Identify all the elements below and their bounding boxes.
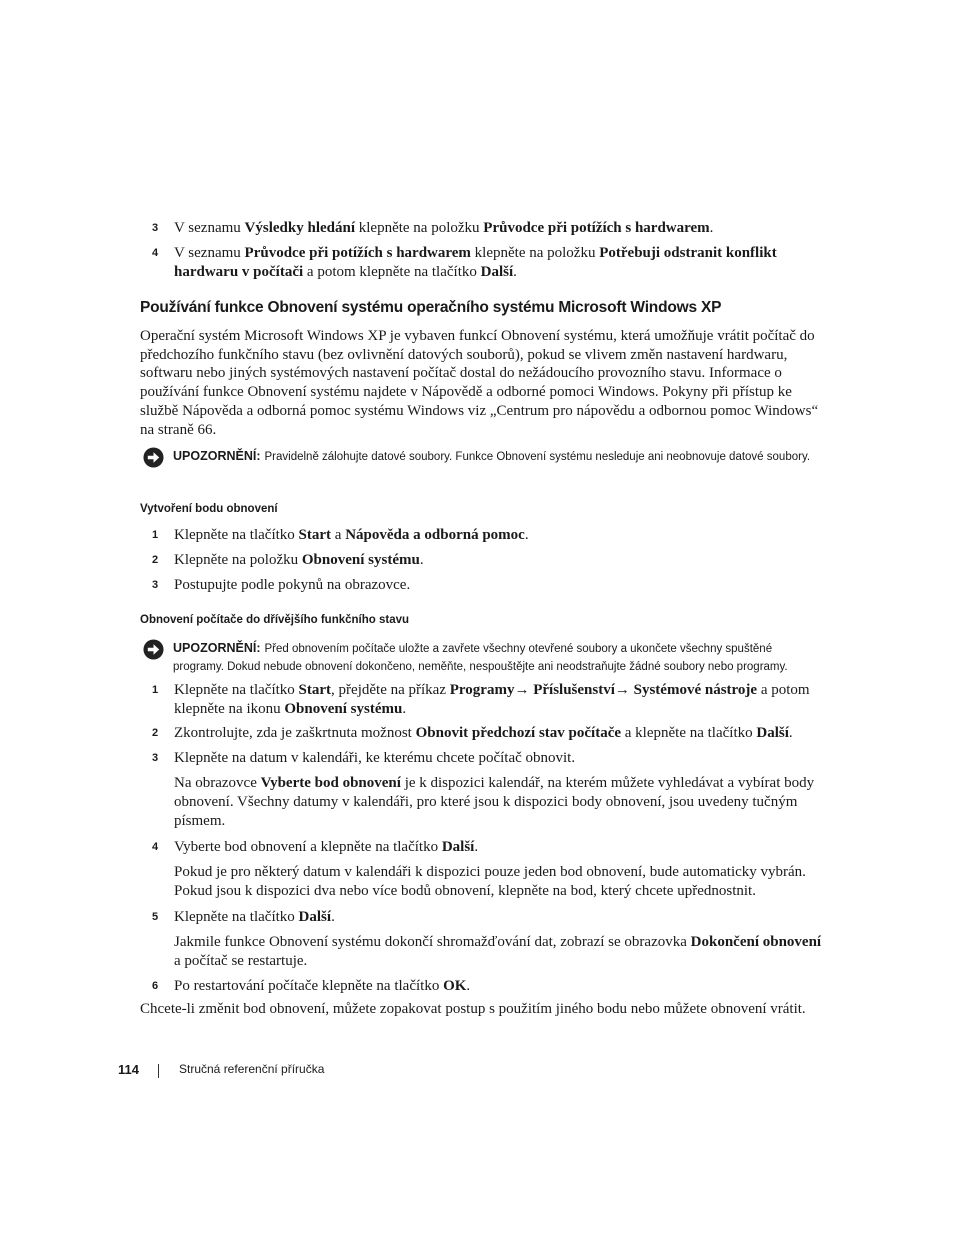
closing-paragraph: Chcete-li změnit bod obnovení, můžete zopakovat postup s použitím jiného bodu nebo můžete obnovení vrátit. — [140, 1001, 806, 1017]
subheading-create: Vytvoření bodu obnovení — [140, 503, 278, 515]
step-text: Zkontrolujte, zda je zaškrtnuta možnost Obnovit předchozí stav počítače a klepněte na tlačítko Další. — [174, 725, 793, 741]
step-number: 3 — [152, 579, 159, 591]
arrow-circle-icon — [143, 447, 164, 468]
notice-text: UPOZORNĚNÍ: Pravidelně zálohujte datové soubory. Funkce Obnovení systému nesleduje ani neobnovuje datové soubory. — [173, 449, 811, 463]
step-number: 1 — [152, 684, 159, 696]
step-number: 1 — [152, 529, 159, 541]
step-number: 5 — [152, 911, 159, 923]
step-number: 4 — [152, 247, 159, 259]
footer-separator — [158, 1064, 159, 1078]
step-number: 6 — [152, 980, 159, 992]
step-restore-1 — [140, 681, 820, 719]
notice-label: UPOZORNĚNÍ: — [173, 641, 261, 655]
page-number: 114 — [118, 1062, 139, 1077]
step-create-1 — [140, 526, 820, 545]
intro-paragraph: Operační systém Microsoft Windows XP je vybaven funkcí Obnovení systému, která umožňuje vrátit počítač do předchozího funkčního stavu (bez ovlivnění datových souborů), pokud se vlivem změn nastavení hardwaru, softwaru nebo jiných systémových nastavení počítač dostal do nežádoucího provozního stavu. Informace o používání funkce Obnovení systému najdete v Nápovědě a odborné pomoci Windows. Pokyny při přístup ke službě Nápověda a odborná pomoc systému Windows viz „Centrum pro nápovědu a odbornou pomoc Windows“ na straně 66. — [140, 328, 819, 438]
step-text: Klepněte na tlačítko Start, přejděte na příkaz Programy→ Příslušenství→ Systémové nástroje a potom klepněte na ikonu Obnovení systému. — [174, 682, 810, 717]
step-top-4 — [140, 244, 820, 282]
step-text: V seznamu Průvodce při potížích s hardwarem klepněte na položku Potřebuji odstranit konflikt hardwaru v počítači a potom klepněte na tlačítko Další. — [174, 245, 777, 280]
step-text: V seznamu Výsledky hledání klepněte na položku Průvodce při potížích s hardwarem. — [174, 220, 714, 236]
step-restore-6 — [140, 977, 820, 996]
step-top-3 — [140, 219, 820, 238]
notice-box — [140, 639, 820, 676]
step-create-3 — [140, 576, 820, 595]
step-create-2 — [140, 551, 820, 570]
step-number: 2 — [152, 727, 159, 739]
step-number: 2 — [152, 554, 159, 566]
step-number: 3 — [152, 222, 159, 234]
sub-paragraph: Pokud je pro některý datum v kalendáři k dispozici pouze jeden bod obnovení, bude automaticky vybrán. Pokud jsou k dispozici dva nebo více bodů obnovení, klepněte na bod, který chcete upřednostnit. — [174, 864, 806, 899]
step-text: Klepněte na tlačítko Start a Nápověda a odborná pomoc. — [174, 527, 529, 543]
subheading-restore: Obnovení počítače do dřívějšího funkčního stavu — [140, 614, 410, 626]
step-text: Klepněte na tlačítko Další. — [174, 909, 335, 925]
notice-text: UPOZORNĚNÍ: Před obnovením počítače uložte a zavřete všechny otevřené soubory a ukončete všechny spuštěné programy. Dokud nebude obnovení dokončeno, neměňte, nespouštějte ani neodstraňujte žádné soubory nebo programy. — [173, 641, 788, 673]
notice-box — [140, 447, 820, 466]
step-restore-3 — [140, 749, 820, 768]
step-number: 3 — [152, 752, 159, 764]
sub-paragraph: Na obrazovce Vyberte bod obnovení je k dispozici kalendář, na kterém můžete vyhledávat a vybírat body obnovení. Všechny datumy v kalendáři, pro které jsou k dispozici body obnovení, jsou uvedeny tučným písmem. — [174, 775, 815, 829]
notice-label: UPOZORNĚNÍ: — [173, 449, 261, 463]
step-text: Po restartování počítače klepněte na tlačítko OK. — [174, 978, 471, 994]
step-number: 4 — [152, 841, 159, 853]
footer-title: Stručná referenční příručka — [179, 1062, 325, 1076]
section-heading: Používání funkce Obnovení systému operačního systému Microsoft Windows XP — [140, 299, 722, 316]
step-text: Klepněte na položku Obnovení systému. — [174, 552, 424, 568]
step-text: Vyberte bod obnovení a klepněte na tlačítko Další. — [174, 839, 479, 855]
step-restore-4 — [140, 838, 820, 857]
arrow-circle-icon — [143, 639, 164, 660]
step-text: Postupujte podle pokynů na obrazovce. — [174, 577, 411, 593]
step-text: Klepněte na datum v kalendáři, ke kterému chcete počítač obnovit. — [174, 750, 576, 766]
step-restore-2 — [140, 724, 820, 743]
sub-paragraph: Jakmile funkce Obnovení systému dokončí shromažďování dat, zobrazí se obrazovka Dokončení obnovení a počítač se restartuje. — [174, 934, 822, 969]
step-restore-5 — [140, 908, 820, 927]
